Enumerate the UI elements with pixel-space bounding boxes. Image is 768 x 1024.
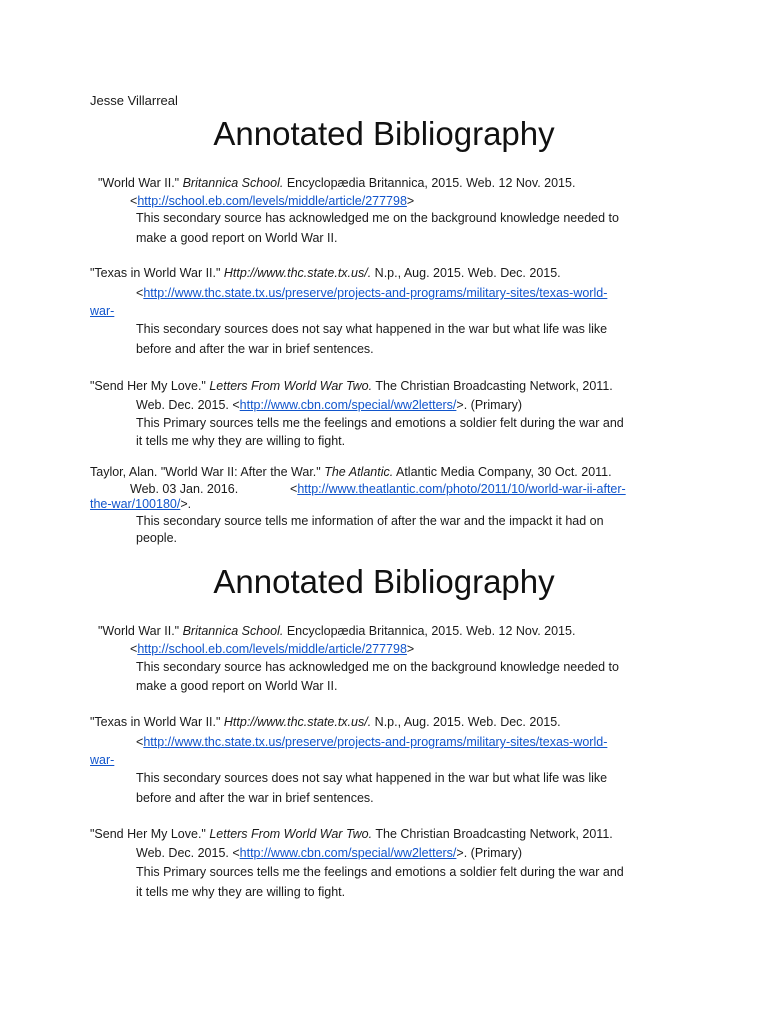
citation-link-continued[interactable]: war- (90, 304, 115, 318)
citation-link-continued[interactable]: the-war/100180/ (90, 497, 181, 511)
citation-url-line (90, 751, 114, 769)
citation-line: "Texas in World War II." Http://www.thc.state.tx.us/. N.p., Aug. 2015. Web. Dec. 2015. (90, 266, 561, 280)
annotation-text: This Primary sources tells me the feelings and emotions a soldier felt during the war and (136, 416, 624, 430)
annotation-text: This secondary sources does not say what happened in the war but what life was like (136, 322, 608, 336)
annotation-text: it tells me why they are willing to fight. (136, 434, 346, 448)
citation-url-line: <http://www.thc.state.tx.us/preserve/projects-and-programs/military-sites/texas-world- (136, 735, 608, 749)
annotation-text: This secondary source has acknowledged me on the background knowledge needed to (136, 660, 619, 674)
citation-line: "World War II." Britannica School. Encyclopædia Britannica, 2015. Web. 12 Nov. 2015. (98, 176, 576, 190)
citation-line: "World War II." Britannica School. Encyclopædia Britannica, 2015. Web. 12 Nov. 2015. (98, 624, 576, 638)
annotation-text: make a good report on World War II. (136, 679, 338, 693)
citation-link[interactable]: http://www.thc.state.tx.us/preserve/projects-and-programs/military-sites/texas-world- (143, 286, 608, 300)
annotation-text: This Primary sources tells me the feelings and emotions a soldier felt during the war and (136, 865, 624, 879)
page-title: Annotated Bibliography (213, 115, 555, 152)
annotation-text: it tells me why they are willing to fight. (136, 885, 346, 899)
citation-url-line: the-war/100180/>. (90, 497, 192, 511)
citation-url-line: <http://www.theatlantic.com/photo/2011/10/world-war-ii-after- (290, 482, 626, 496)
citation-url-line: Web. Dec. 2015. <http://www.cbn.com/special/ww2letters/>. (Primary) (136, 846, 523, 860)
citation-link[interactable]: http://www.theatlantic.com/photo/2011/10/world-war-ii-after- (297, 482, 626, 496)
annotation-text: This secondary source has acknowledged me on the background knowledge needed to (136, 211, 619, 225)
page-title: Annotated Bibliography (213, 563, 555, 600)
citation-line: "Texas in World War II." Http://www.thc.state.tx.us/. N.p., Aug. 2015. Web. Dec. 2015. (90, 715, 561, 729)
citation-line: "Send Her My Love." Letters From World War Two. The Christian Broadcasting Network, 2011. (90, 827, 613, 841)
citation-link[interactable]: http://school.eb.com/levels/middle/article/277798 (137, 194, 407, 208)
citation-link-continued[interactable]: war- (90, 753, 115, 767)
citation-url-line: <http://school.eb.com/levels/middle/article/277798> (130, 194, 415, 208)
annotation-text: make a good report on World War II. (136, 231, 338, 245)
citation-line: "Send Her My Love." Letters From World War Two. The Christian Broadcasting Network, 2011. (90, 379, 613, 393)
citation-url-line (90, 302, 114, 320)
citation-url-line: Web. Dec. 2015. <http://www.cbn.com/special/ww2letters/>. (Primary) (136, 398, 523, 412)
author-name: Jesse Villarreal (90, 93, 178, 108)
citation-link[interactable]: http://school.eb.com/levels/middle/article/277798 (137, 642, 407, 656)
citation-link[interactable]: http://www.cbn.com/special/ww2letters/ (239, 398, 457, 412)
citation-date-line: Web. 03 Jan. 2016. (130, 482, 239, 496)
annotation-text: people. (136, 531, 178, 545)
annotation-text: before and after the war in brief sentences. (136, 791, 374, 805)
citation-link[interactable]: http://www.thc.state.tx.us/preserve/projects-and-programs/military-sites/texas-world- (143, 735, 608, 749)
citation-url-line: <http://www.thc.state.tx.us/preserve/projects-and-programs/military-sites/texas-world- (136, 286, 608, 300)
citation-line: Taylor, Alan. "World War II: After the War." The Atlantic. Atlantic Media Company, 30 Oct. 2011. (90, 465, 612, 479)
citation-link[interactable]: http://www.cbn.com/special/ww2letters/ (239, 846, 457, 860)
annotation-text: before and after the war in brief sentences. (136, 342, 374, 356)
citation-url-line: <http://school.eb.com/levels/middle/article/277798> (130, 642, 415, 656)
annotation-text: This secondary sources does not say what happened in the war but what life was like (136, 771, 608, 785)
annotation-text: This secondary source tells me information of after the war and the impackt it had on (136, 514, 604, 528)
